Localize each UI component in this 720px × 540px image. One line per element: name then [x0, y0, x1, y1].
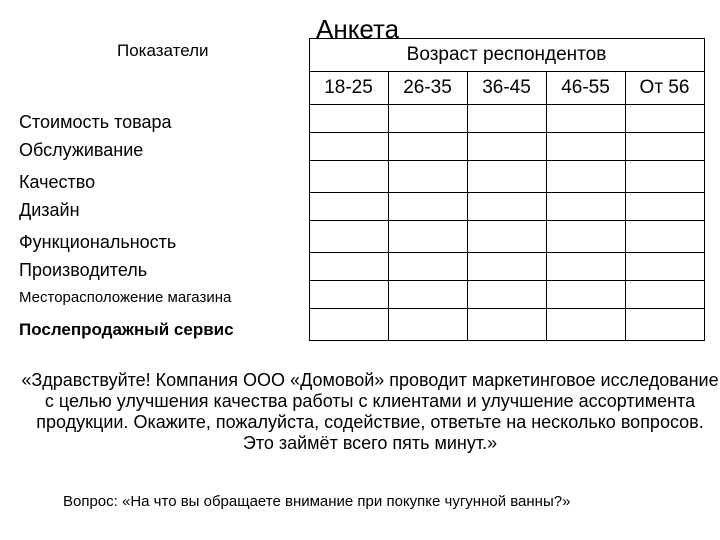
table-row	[17, 105, 704, 133]
answer-cell[interactable]	[546, 133, 625, 161]
answer-cell[interactable]	[625, 253, 704, 281]
answer-cell[interactable]	[625, 161, 704, 193]
answer-cell[interactable]	[309, 105, 388, 133]
answer-cell[interactable]	[309, 281, 388, 309]
answer-cell[interactable]	[388, 221, 467, 253]
answer-cell[interactable]	[388, 281, 467, 309]
indicator-header: Показатели	[17, 39, 309, 105]
table-row	[17, 193, 704, 221]
table-row	[17, 281, 704, 309]
indicator-label: Функциональность	[17, 221, 309, 253]
intro-paragraph: «Здравствуйте! Компания ООО «Домовой» проводит маркетинговое исследование с целью улучшения качества работы с клиентами и улучшение ассортимента продукции. Окажите, пожалуйста, содействие, ответьте на несколько вопросов. Это займёт всего пять минут.»	[21, 370, 719, 453]
answer-cell[interactable]	[388, 161, 467, 193]
answer-cell[interactable]	[388, 309, 467, 341]
age-range-header: 36-45	[467, 72, 546, 105]
table-row	[17, 221, 704, 253]
page-title: Анкета	[316, 14, 400, 44]
indicator-label: Производитель	[17, 253, 309, 281]
answer-cell[interactable]	[309, 161, 388, 193]
answer-cell[interactable]	[309, 309, 388, 341]
answer-cell[interactable]	[546, 161, 625, 193]
answer-cell[interactable]	[625, 105, 704, 133]
survey-question: Вопрос: «На что вы обращаете внимание при покупке чугунной ванны?»	[63, 493, 571, 510]
answer-cell[interactable]	[388, 105, 467, 133]
indicator-label: Месторасположение магазина	[17, 281, 309, 309]
answer-cell[interactable]	[625, 281, 704, 309]
answer-cell[interactable]	[625, 221, 704, 253]
age-group-header: Возраст респондентов	[309, 39, 704, 72]
answer-cell[interactable]	[467, 253, 546, 281]
answer-cell[interactable]	[309, 133, 388, 161]
answer-cell[interactable]	[467, 133, 546, 161]
answer-cell[interactable]	[309, 193, 388, 221]
answer-cell[interactable]	[625, 193, 704, 221]
answer-cell[interactable]	[388, 253, 467, 281]
survey-table	[17, 38, 705, 341]
answer-cell[interactable]	[546, 309, 625, 341]
age-range-header: 46-55	[546, 72, 625, 105]
answer-cell[interactable]	[625, 133, 704, 161]
answer-cell[interactable]	[388, 193, 467, 221]
indicator-label: Стоимость товара	[17, 105, 309, 133]
answer-cell[interactable]	[388, 133, 467, 161]
answer-cell[interactable]	[467, 193, 546, 221]
answer-cell[interactable]	[467, 309, 546, 341]
answer-cell[interactable]	[546, 221, 625, 253]
indicator-label: Качество	[17, 161, 309, 193]
answer-cell[interactable]	[625, 309, 704, 341]
table-row	[17, 309, 704, 341]
table-row	[17, 133, 704, 161]
answer-cell[interactable]	[309, 253, 388, 281]
age-range-header: От 56	[625, 72, 704, 105]
answer-cell[interactable]	[467, 105, 546, 133]
indicator-label: Послепродажный сервис	[17, 309, 309, 341]
answer-cell[interactable]	[467, 221, 546, 253]
answer-cell[interactable]	[546, 193, 625, 221]
age-range-header: 26-35	[388, 72, 467, 105]
answer-cell[interactable]	[467, 161, 546, 193]
answer-cell[interactable]	[546, 105, 625, 133]
answer-cell[interactable]	[467, 281, 546, 309]
answer-cell[interactable]	[309, 221, 388, 253]
answer-cell[interactable]	[546, 281, 625, 309]
table-row	[17, 161, 704, 193]
table-row	[17, 253, 704, 281]
indicator-label: Дизайн	[17, 193, 309, 221]
indicator-label: Обслуживание	[17, 133, 309, 161]
answer-cell[interactable]	[546, 253, 625, 281]
age-range-header: 18-25	[309, 72, 388, 105]
